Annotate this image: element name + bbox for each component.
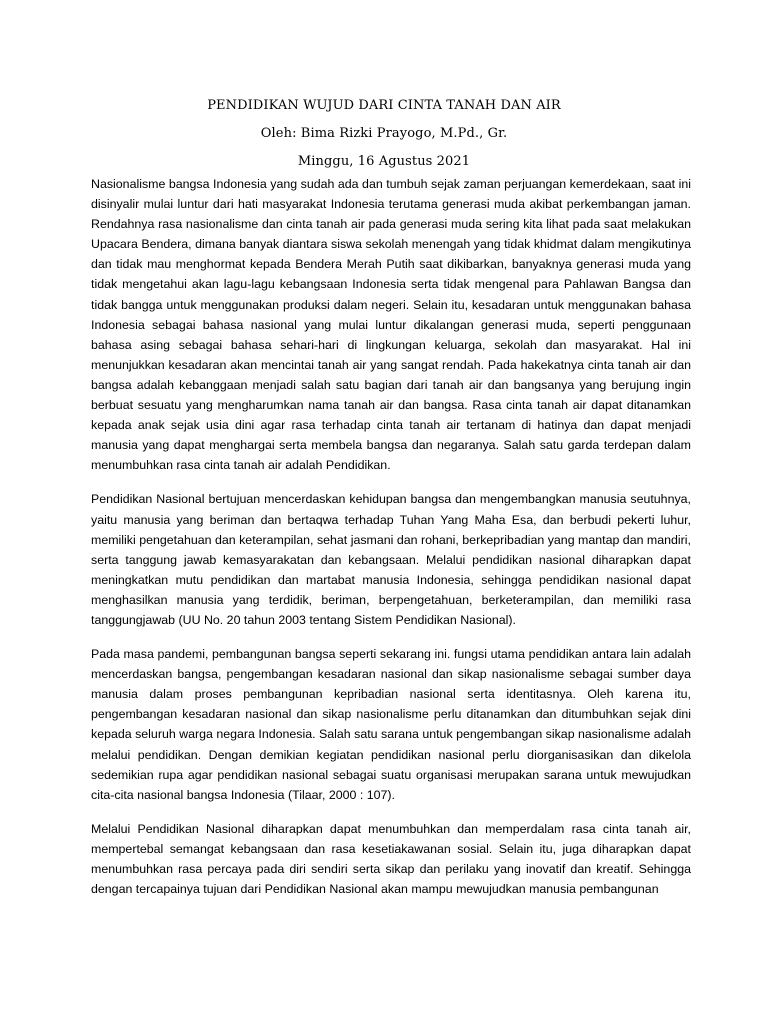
document-header — [0, 92, 768, 176]
date-line: Minggu, 16 Agustus 2021 — [297, 154, 471, 169]
author-line: Oleh: Bima Rizki Prayogo, M.Pd., Gr. — [260, 126, 508, 141]
document-body — [91, 174, 691, 899]
paragraph: Pada masa pandemi, pembangunan bangsa seperti sekarang ini. fungsi utama pendidikan antara lain adalah mencerdaskan bangsa, pengembangan kesadaran nasional dan sikap nasionalisme sebagai sumber daya manusia dalam proses pembangunan kepribadian nasional serta identitasnya. Oleh karena itu, pengembangan kesadaran nasional dan sikap nasionalisme perlu ditanamkan dan ditumbuhkan sejak dini kepada seluruh warga negara Indonesia. Salah satu sarana untuk pengembangan sikap nasionalisme adalah melalui pendidikan. Dengan demikian kegiatan pendidikan nasional perlu diorganisasikan dan dikelola sedemikian rupa agar pendidikan nasional sebagai suatu organisasi merupakan sarana untuk mewujudkan cita-cita nasional bangsa Indonesia (Tilaar, 2000 : 107). — [91, 647, 691, 802]
paragraph: Melalui Pendidikan Nasional diharapkan dapat menumbuhkan dan memperdalam rasa cinta tanah air, mempertebal semangat kebangsaan dan rasa kesetiakawanan sosial. Selain itu, juga diharapkan dapat menumbuhkan rasa percaya pada diri sendiri serta sikap dan perilaku yang inovatif dan kreatif. Sehingga dengan tercapainya tujuan dari Pendidikan Nasional akan mampu mewujudkan manusia pembangunan — [91, 821, 691, 897]
paragraph: Nasionalisme bangsa Indonesia yang sudah ada dan tumbuh sejak zaman perjuangan kemerdekaan, saat ini disinyalir mulai luntur dari hati masyarakat Indonesia terutama generasi muda akibat perkembangan jaman. Rendahnya rasa nasionalisme dan cinta tanah air pada generasi muda sering kita lihat pada saat melakukan Upacara Bendera, dimana banyak diantara siswa sekolah menengah yang tidak khidmat dalam mengikutinya dan tidak mau menghormat kepada Bendera Merah Putih saat dikibarkan, banyaknya generasi muda yang tidak mengetahui akan lagu-lagu kebangsaan Indonesia serta tidak mengenal para Pahlawan Bangsa dan tidak bangga untuk menggunakan produksi dalam negeri. Selain itu, kesadaran untuk menggunakan bahasa Indonesia sebagai bahasa nasional yang mulai luntur dikalangan generasi muda, seperti penggunaan bahasa asing sebagai bahasa sehari-hari di lingkungan keluarga, sekolah dan masyarakat. Hal ini menunjukkan kesadaran akan mencintai tanah air yang sangat rendah. Pada hakekatnya cinta tanah air dan bangsa adalah kebanggaan menjadi salah satu bagian dari tanah air dan bangsanya yang berujung ingin berbuat sesuatu yang mengharumkan nama tanah air dan bangsa. Rasa cinta tanah air dapat ditanamkan kepada anak sejak usia dini agar rasa terhadap cinta tanah air tertanam di hatinya dan dapat menjadi manusia yang dapat menghargai serta membela bangsa dan negaranya. Salah satu garda terdepan dalam menumbuhkan rasa cinta tanah air adalah Pendidikan. — [91, 177, 691, 473]
document-title: PENDIDIKAN WUJUD DARI CINTA TANAH DAN AIR — [207, 98, 561, 113]
paragraph: Pendidikan Nasional bertujuan mencerdaskan kehidupan bangsa dan mengembangkan manusia seutuhnya, yaitu manusia yang beriman dan bertaqwa terhadap Tuhan Yang Maha Esa, dan berbudi pekerti luhur, memiliki pengetahuan dan keterampilan, sehat jasmani dan rohani, berkepribadian yang mantap dan mandiri, serta tanggung jawab kemasyarakatan dan kebangsaan. Melalui pendidikan nasional diharapkan dapat meningkatkan mutu pendidikan dan martabat manusia Indonesia, sehingga pendidikan nasional dapat menghasilkan manusia yang terdidik, beriman, berpengetahuan, berketerampilan, dan memiliki rasa tanggungjawab (UU No. 20 tahun 2003 tentang Sistem Pendidikan Nasional). — [91, 492, 691, 627]
